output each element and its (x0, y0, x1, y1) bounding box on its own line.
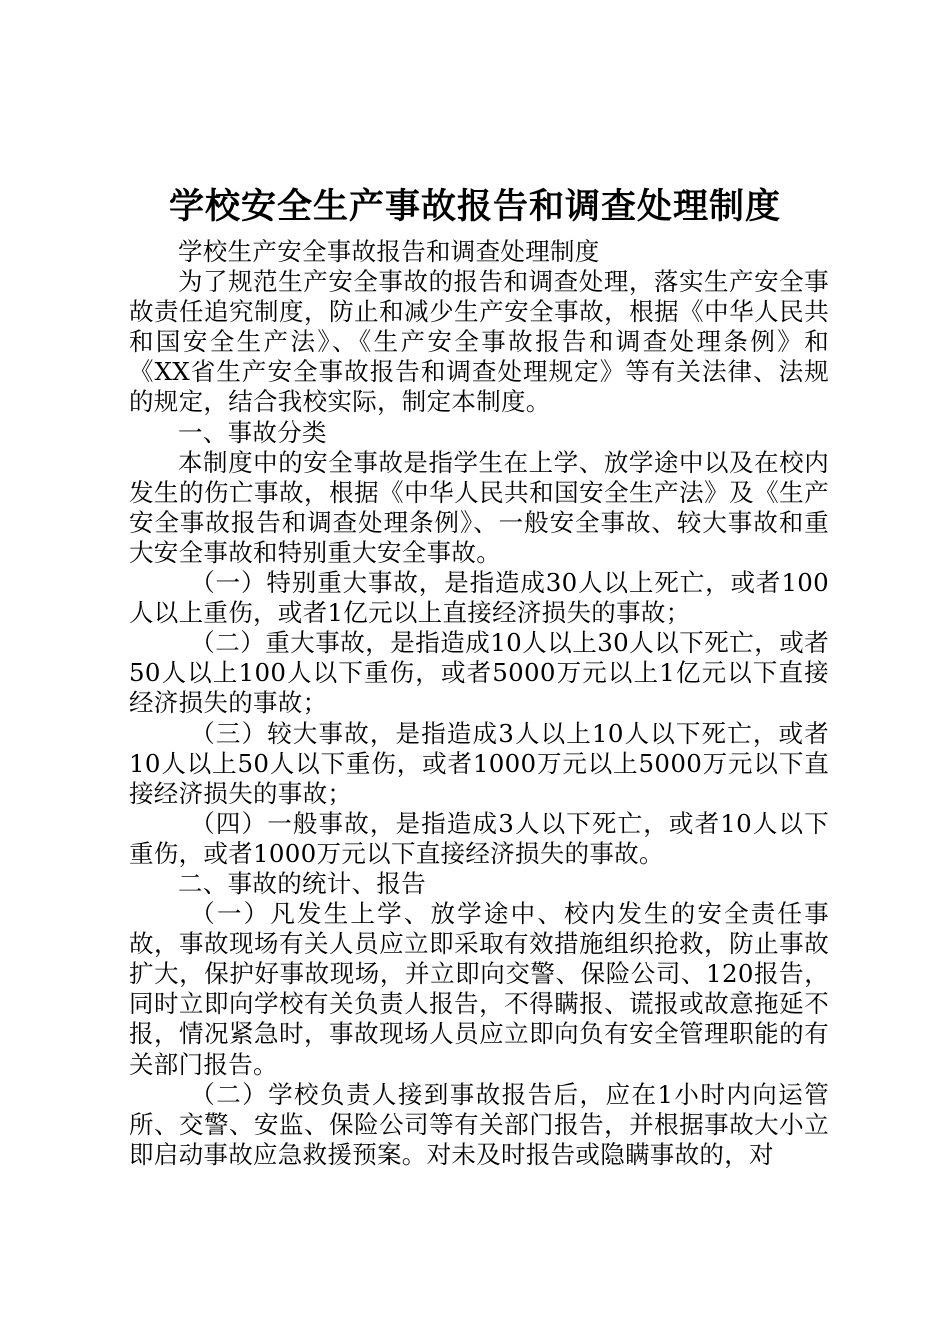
list-item-major: （二）重大事故，是指造成10人以上30人以下死亡，或者50人以上100人以下重伤，或者5000万元以上1亿元以下直接经济损失的事故； (129, 628, 829, 718)
document-title: 学校安全生产事故报告和调查处理制度 (168, 186, 781, 227)
intro-paragraph: 为了规范生产安全事故的报告和调查处理，落实生产安全事故责任追究制度，防止和减少生产安全事故，根据《中华人民共和国安全生产法》、《生产安全事故报告和调查处理条例》和《XX省生产安全事故报告和调查处理规定》等有关法律、法规的规定，结合我校实际，制定本制度。 (129, 267, 829, 417)
list-item-general: （四）一般事故，是指造成3人以下死亡，或者10人以下重伤，或者1000万元以下直接经济损失的事故。 (129, 808, 829, 868)
section-heading-classification: 一、事故分类 (178, 417, 327, 447)
reporting-item-1: （一）凡发生上学、放学途中、校内发生的安全责任事故，事故现场有关人员应立即采取有效措施组织抢救，防止事故扩大，保护好事故现场，并立即向交警、保险公司、120报告，同时立即向学校有关负责人报告，不得瞒报、谎报或故意拖延不报，情况紧急时，事故现场人员应立即向负有安全管理职能的有关部门报告。 (129, 899, 829, 1079)
subtitle-paragraph: 学校生产安全事故报告和调查处理制度 (178, 237, 600, 266)
classification-paragraph: 本制度中的安全事故是指学生在上学、放学途中以及在校内发生的伤亡事故，根据《中华人民共和国安全生产法》及《生产安全事故报告和调查处理条例》、一般安全事故、较大事故和重大安全事故和特别重大安全事故。 (129, 447, 829, 567)
document-body (129, 237, 829, 1170)
section-heading-reporting: 二、事故的统计、报告 (178, 868, 426, 898)
list-item-especially-major: （一）特别重大事故，是指造成30人以上死亡，或者100人以上重伤，或者1亿元以上直接经济损失的事故； (129, 568, 829, 628)
reporting-item-2: （二）学校负责人接到事故报告后，应在1小时内向运管所、交警、安监、保险公司等有关部门报告，并根据事故大小立即启动事故应急救援预案。对未及时报告或隐瞒事故的，对 (129, 1079, 829, 1169)
list-item-relatively-large: （三）较大事故，是指造成3人以上10人以下死亡，或者10人以上50人以下重伤，或者1000万元以上5000万元以下直接经济损失的事故； (129, 718, 829, 808)
